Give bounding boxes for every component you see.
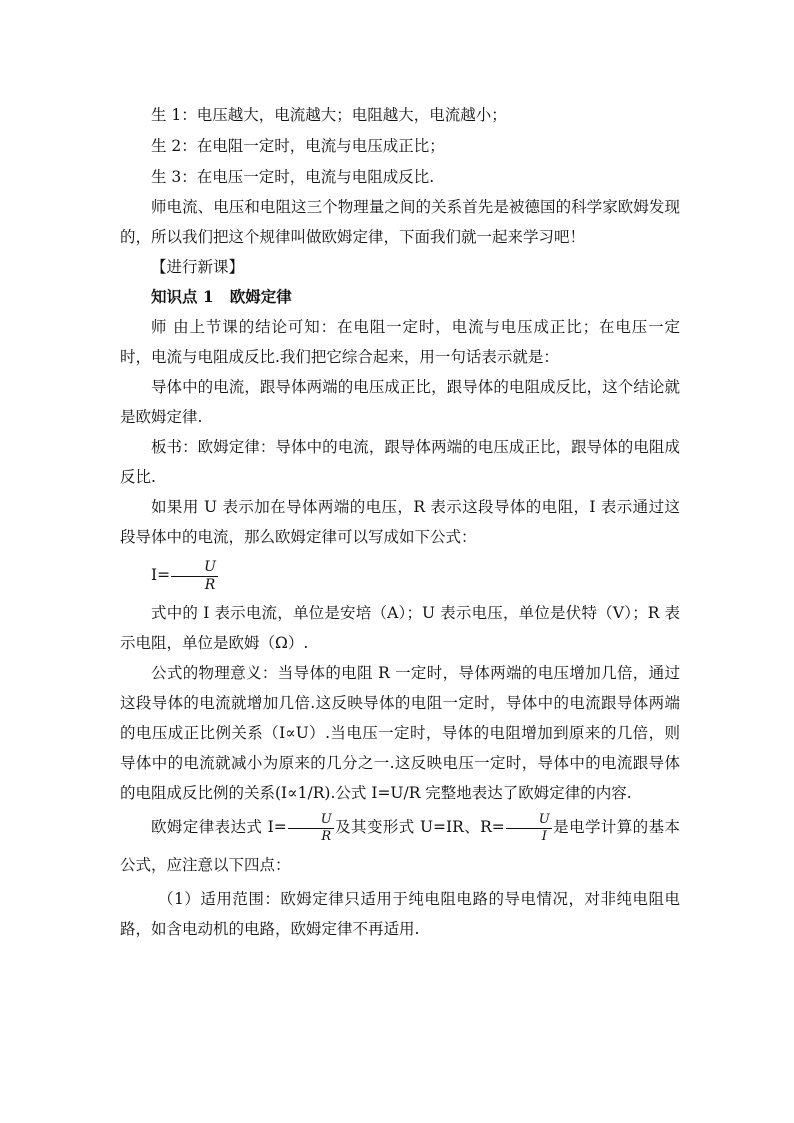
point-1-paragraph: （1）适用范围：欧姆定律只适用于纯电阻电路的导电情况，对非纯电阻电路，如含电动机的电路，欧姆定律不再适用. [120,890,680,938]
units-paragraph: 式中的 I 表示电流，单位是安培（A）；U 表示电压，单位是伏特（V）；R 表示电阻，单位是欧姆（Ω）. [120,604,680,652]
teacher-summary-paragraph: 师 由上节课的结论可知：在电阻一定时，电流与电压成正比；在电压一定时，电流与电阻成反比.我们把它综合起来，用一句话表示就是： [120,318,680,366]
knowledge-point-title: 欧姆定律 [229,287,292,306]
document-body [120,100,680,944]
physical-meaning-paragraph: 公式的物理意义：当导体的电阻 R 一定时，导体两端的电压增加几倍，通过这段导体的电流就增加几倍.这反映导体的电阻一定时，导体中的电流跟导体两端的电压成正比例关系（I∝U）.当电压一定时，导体的电阻增加到原来的几倍，则导体中的电流就减小为原来的几分之一.这反映电压一定时，导体中的电流跟导体的电阻成反比例的关系(I∝1/R).公式 I=U/R 完整地表达了欧姆定律的内容. [120,664,680,802]
student-answer-2: 生 2：在电阻一定时，电流与电压成正比； [151,137,445,155]
inline-numerator-2: U [538,812,550,827]
formula-intro-paragraph: 如果用 U 表示加在导体两端的电压，R 表示这段导体的电阻，I 表示通过这段导体中的电流，那么欧姆定律可以写成如下公式： [120,498,680,546]
formula-denominator: R [204,577,216,593]
board-note-paragraph: 板书：欧姆定律：导体中的电流，跟导体两端的电压成正比，跟导体的电阻成反比. [120,438,680,486]
knowledge-point-heading [120,282,680,312]
formula-numerator: U [204,559,216,575]
student-answer-3: 生 3：在电压一定时，电流与电阻成反比. [151,168,435,186]
formula-lhs: I= [151,566,171,584]
inline-numerator-1: U [320,812,332,827]
inline-denominator-1: R [321,829,332,844]
law-statement-paragraph: 导体中的电流，跟导体两端的电压成正比，跟导体的电阻成反比，这个结论就是欧姆定律. [120,378,680,426]
knowledge-point-label: 知识点 1 [151,287,214,306]
formula-fraction [171,560,218,592]
inline-denominator-2: I [541,829,547,844]
expression-text-2: 及其变形式 U=IR、R= [334,818,505,836]
section-heading: 【进行新课】 [151,258,245,276]
inline-fraction-u-over-i [506,813,552,843]
ohms-law-formula [120,552,680,598]
expression-text-1: 欧姆定律表达式 I= [151,818,287,836]
teacher-intro-paragraph: 师电流、电压和电阻这三个物理量之间的关系首先是被德国的科学家欧姆发现的，所以我们把这个规律叫做欧姆定律，下面我们就一起来学习吧！ [120,198,680,246]
expression-text-3: 是电学计算的基本公式，应注意以下四点： [120,818,680,874]
student-answer-1: 生 1：电压越大，电流越大；电阻越大，电流越小； [151,106,507,124]
expression-paragraph [120,808,680,884]
inline-fraction-u-over-r [288,813,334,843]
